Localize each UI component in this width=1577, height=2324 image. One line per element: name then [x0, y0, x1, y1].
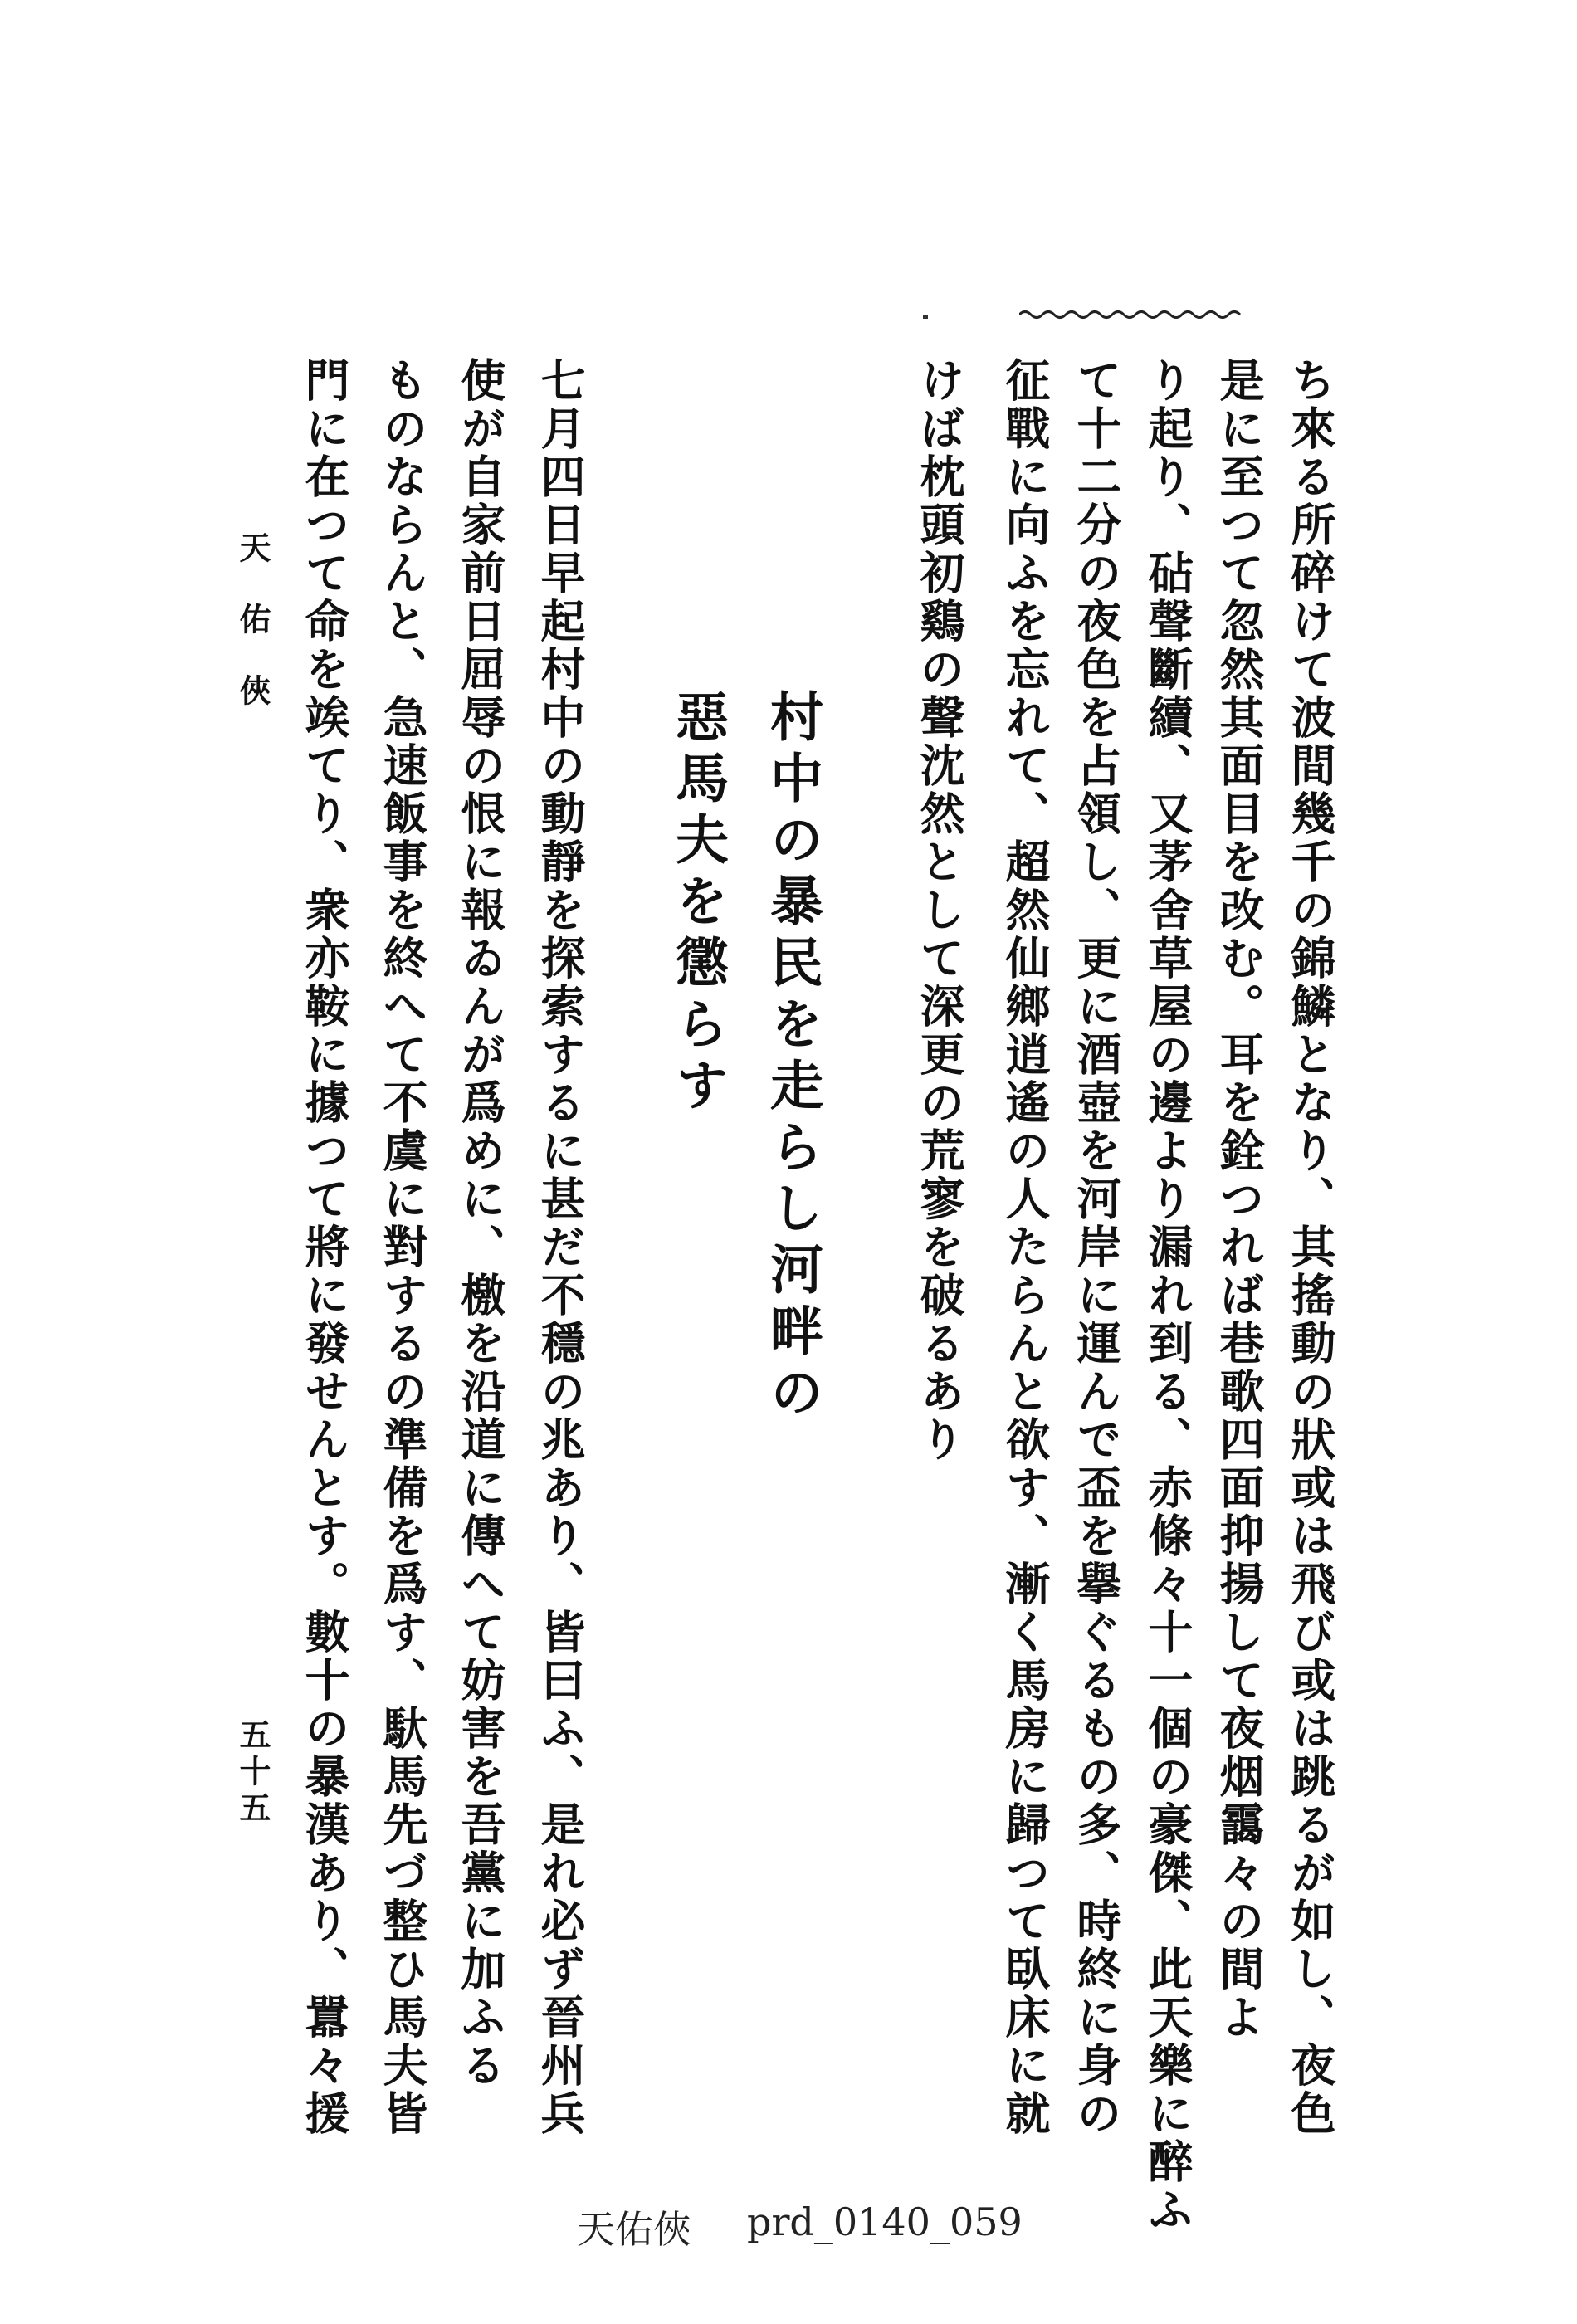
section-one-line-6: けば枕頭初鷄の聲沈然として深更の荒寥を破るあり	[913, 357, 966, 1464]
page-number: 五十五	[234, 1718, 271, 1828]
section-one-line-2: 是に至つて忽然其面目を改む。耳を銓つれば巷歌四面抑揚して夜烟靄々の間よ	[1213, 357, 1266, 2042]
section-one-line-3: り起り、砧聲斷續、又茅舍草屋の邊より漏れ到る、赤條々十一個の豪傑、此天樂に醉ふ	[1141, 357, 1194, 2234]
running-title: 天佑俠	[234, 531, 271, 745]
section-two-line-4: 門に在つて命を竢てり、衆亦鞍に據つて將に發せんとす。數十の暴漢あり、囂々援	[298, 357, 351, 2138]
footer-code: prd_0140_059	[747, 2200, 1023, 2244]
chapter-heading-line-2: 惡馬夫を懲らす	[666, 689, 729, 1119]
section-two-line-2: 使が自家前日屈辱の恨に報ゐんが爲めに、檄を沿道に傳へて妨害を吾黨に加ふる	[454, 357, 507, 2090]
footer-title: 天佑俠	[577, 2207, 691, 2252]
section-one-line-5: 征戰に向ふを忘れて、超然仙鄉逍遙の人たらんと欲す、漸く馬房に歸つて臥床に就	[998, 357, 1052, 2138]
chapter-heading-line-1: 村中の暴民を走らし河畔の	[761, 689, 823, 1426]
wavy-rule-ornament	[1019, 309, 1243, 320]
section-two-line-1: 七月四日早起村中の動靜を探索するに甚だ不穩の兆あり、皆曰ふ、是れ必ず晉州兵	[534, 357, 587, 2138]
section-one-line-4: て十二分の夜色を占領し、更に酒壺を河岸に運んで盃を擧ぐるもの多、時終に身の	[1070, 357, 1123, 2138]
section-two-line-3: ものならんと、急速飯事を終へて不虞に對するの準備を爲す、馱馬先づ整ひ馬夫皆	[376, 357, 429, 2138]
rule-dot	[923, 315, 928, 319]
section-one-line-1: ち來る所碎けて波間幾千の錦鱗となり、其搖動の狀或は飛び或は跳るが如し、夜色	[1284, 357, 1337, 2138]
